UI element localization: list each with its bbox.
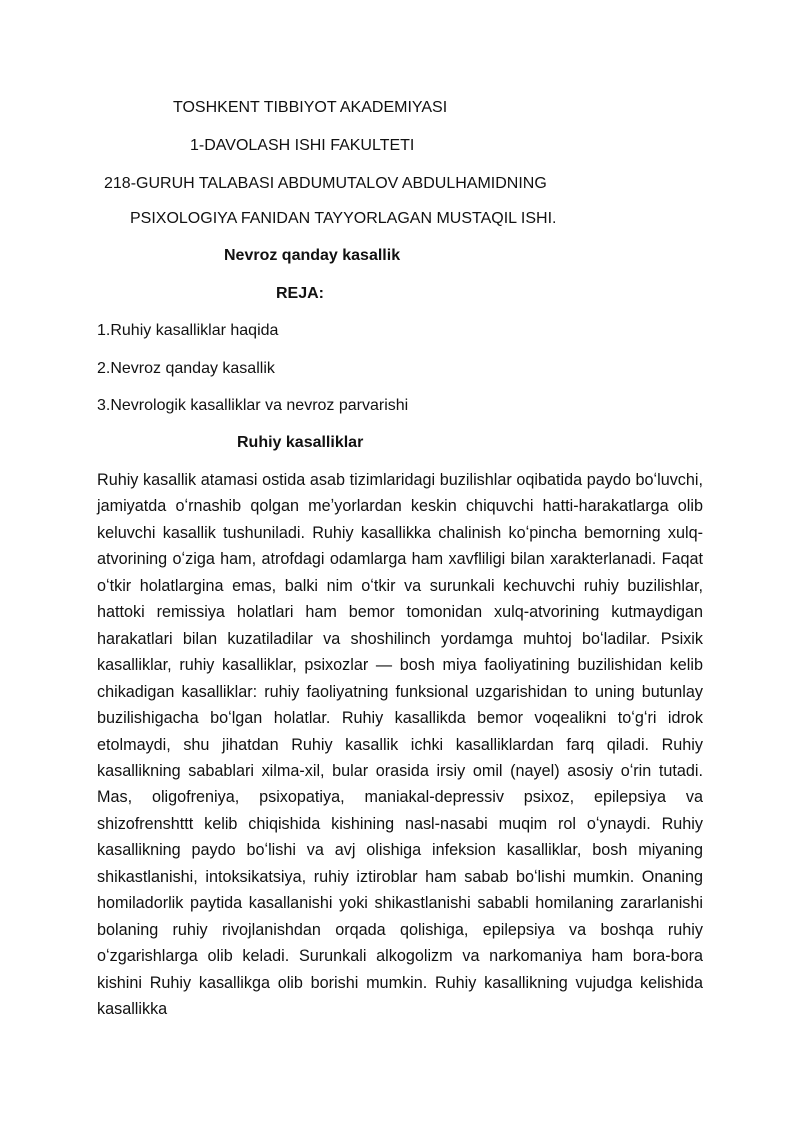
section-heading: Ruhiy kasalliklar	[237, 434, 364, 451]
faculty-name: 1-DAVOLASH ISHI FAKULTETI	[190, 137, 415, 154]
document-title: Nevroz qanday kasallik	[224, 247, 401, 264]
academy-name: TOSHKENT TIBBIYOT AKADEMIYASI	[173, 99, 448, 116]
plan-item-1: 1.Ruhiy kasalliklar haqida	[97, 322, 279, 339]
work-title-line: PSIXOLOGIYA FANIDAN TAYYORLAGAN MUSTAQIL ISHI.	[130, 210, 557, 227]
student-line: 218-GURUH TALABASI ABDUMUTALOV ABDULHAMIDNING	[104, 175, 547, 192]
plan-item-2: 2.Nevroz qanday kasallik	[97, 360, 275, 377]
plan-heading: REJA:	[276, 285, 325, 302]
section-paragraph: Ruhiy kasallik atamasi ostida asab tizimlaridagi buzilishlar oqibatida paydo boʻluvchi, jamiyatda oʻrnashib qolgan meʼyorlardan keskin chiquvchi hatti-harakatlarga olib keluvchi kasallik tushuniladi. Ruhiy kasallikka chalinish koʻpincha bemorning xulq-atvorining oʻziga ham, atrofdagi odamlarga ham xavfliligi bilan xarakterlanadi. Faqat oʻtkir holatlargina emas, balki nim oʻtkir va surunkali kechuvchi ruhiy buzilishlar, hattoki remissiya holatlari ham bemor tomonidan xulq-atvorining kutmaydigan harakatlari bilan kuzatiladilar va shoshilinch yordamga muhtoj boʻladilar. Psixik kasalliklar, ruhiy kasalliklar, psixozlar — bosh miya faoliyatining buzilishidan kelib chikadigan kasalliklar: ruhiy faoliyatning funksional uzgarishidan to uning butunlay buzilishigacha boʻlgan holatlar. Ruhiy kasallikda bemor voqealikni toʻgʻri idrok etolmaydi, shu jihatdan Ruhiy kasallik ichki kasalliklardan farq qiladi. Ruhiy kasallikning sabablari xilma-xil, bular orasida irsiy omil (nayel) asosiy oʻrin tutadi. Mas, oligofreniya, psixopatiya, maniakal-depressiv psixoz, epilepsiya va shizofrenshttt kelib chiqishida kishining nasl-nasabi muqim rol oʻynaydi. Ruhiy kasallikning paydo boʻlishi va avj olishiga infeksion kasalliklar, bosh miyaning shikastlanishi, intoksikatsiya, ruhiy iztiroblar ham sabab boʻlishi mumkin. Onaning homiladorlik paytida kasallanishi yoki shikastlanishi sababli homilaning zararlanishi bolaning ruhiy rivojlanishdan orqada qolishiga, epilepsiya va boshqa ruhiy oʻzgarishlarga olib keladi. Surunkali alkogolizm va narkomaniya ham bora-bora kishini Ruhiy kasallikga olib borishi mumkin. Ruhiy kasallikning vujudga kelishida kasallikka	[97, 471, 703, 1019]
plan-item-3: 3.Nevrologik kasalliklar va nevroz parvarishi	[97, 397, 409, 414]
